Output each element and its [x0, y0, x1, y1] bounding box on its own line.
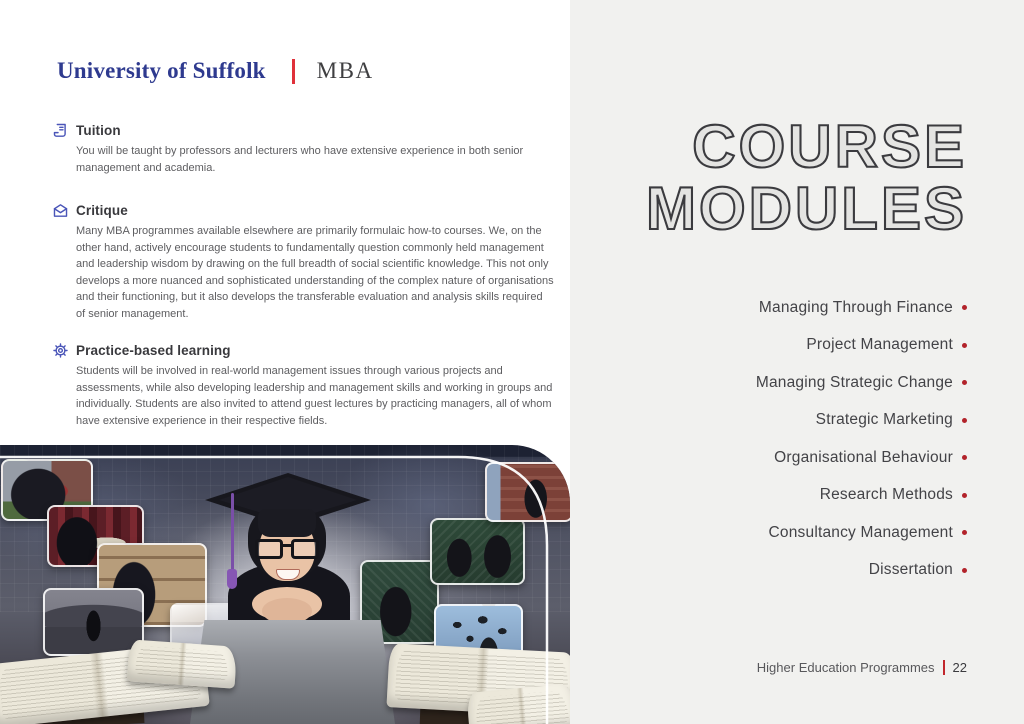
section-heading — [52, 342, 552, 359]
module-item — [756, 289, 967, 327]
module-label: Research Methods — [819, 486, 953, 504]
envelope-icon — [52, 202, 69, 219]
module-label: Consultancy Management — [768, 523, 953, 541]
module-label: Project Management — [806, 336, 953, 354]
photo-tile-graduate-on-road — [43, 588, 144, 656]
section-critique — [52, 202, 552, 322]
section-body: Many MBA programmes available elsewhere are primarily formulaic how-to courses. We, on the other hand, actively encourage students to fundamentally question commonly held management and leadership wisdom by drawing on the full breadth of social scientific knowledge. This not only develops a more nuanced and sophisticated understanding of the complex nature of organisations and their functioning, but it also develops the transferable evaluation and analysis skills required of senior management. — [76, 225, 554, 320]
section-practice-based-learning — [52, 342, 552, 429]
section-title: Critique — [76, 203, 128, 218]
red-bullet — [962, 530, 967, 535]
module-label: Strategic Marketing — [815, 411, 953, 429]
module-list — [756, 289, 967, 589]
heading-line-2: MODULES — [646, 175, 967, 242]
photo-tile-chalkboard-pair — [430, 518, 525, 585]
page-header — [57, 58, 374, 84]
tassel-tuft — [227, 569, 237, 589]
tassel-cord — [231, 493, 234, 573]
module-item — [756, 477, 967, 515]
section-title: Practice-based learning — [76, 343, 231, 358]
programme-title: MBA — [316, 58, 374, 83]
red-bullet — [962, 493, 967, 498]
footer-label: Higher Education Programmes — [756, 660, 935, 675]
graduate-collage-photo — [0, 445, 570, 724]
red-bullet — [962, 418, 967, 423]
module-item — [756, 439, 967, 477]
section-heading — [52, 122, 552, 139]
page-footer — [757, 660, 967, 675]
module-label: Organisational Behaviour — [774, 448, 953, 466]
red-bullet — [962, 343, 967, 348]
page-number: 22 — [952, 660, 967, 675]
module-item — [756, 364, 967, 402]
cap-base — [258, 509, 316, 537]
photo-tile-campus-building — [485, 462, 570, 522]
university-title: University of Suffolk — [57, 58, 266, 83]
glasses-bridge — [280, 544, 291, 547]
module-item — [756, 552, 967, 590]
right-panel — [570, 0, 1024, 724]
module-item — [756, 514, 967, 552]
course-modules-heading — [646, 113, 967, 242]
footer-red-divider — [943, 660, 945, 675]
glasses-left-lens — [255, 539, 283, 559]
heading-line-1: COURSE — [692, 113, 967, 180]
module-label: Managing Strategic Change — [755, 373, 953, 391]
red-bullet — [962, 305, 967, 310]
glasses-right-lens — [291, 539, 319, 559]
section-heading — [52, 202, 552, 219]
open-book-left-small — [127, 639, 238, 688]
section-tuition — [52, 122, 552, 176]
scroll-icon — [52, 122, 69, 139]
module-label: Dissertation — [868, 561, 953, 579]
red-bullet — [962, 568, 967, 573]
gear-icon — [52, 342, 69, 359]
red-bullet — [962, 455, 967, 460]
section-body: Students will be involved in real-world management issues through various projects and assessments, while also developing leadership and management skills and working in groups and individually. Students are also invited to attend guest lectures by practicing managers, all of whom have extensive experience in their respective fields. — [76, 365, 553, 427]
section-body: You will be taught by professors and lecturers who have extensive experience in both senior management and academia. — [76, 145, 524, 174]
module-label: Managing Through Finance — [758, 298, 953, 316]
red-divider — [292, 59, 295, 84]
section-title: Tuition — [76, 123, 121, 138]
red-bullet — [962, 380, 967, 385]
module-item — [756, 402, 967, 440]
module-item — [756, 327, 967, 365]
